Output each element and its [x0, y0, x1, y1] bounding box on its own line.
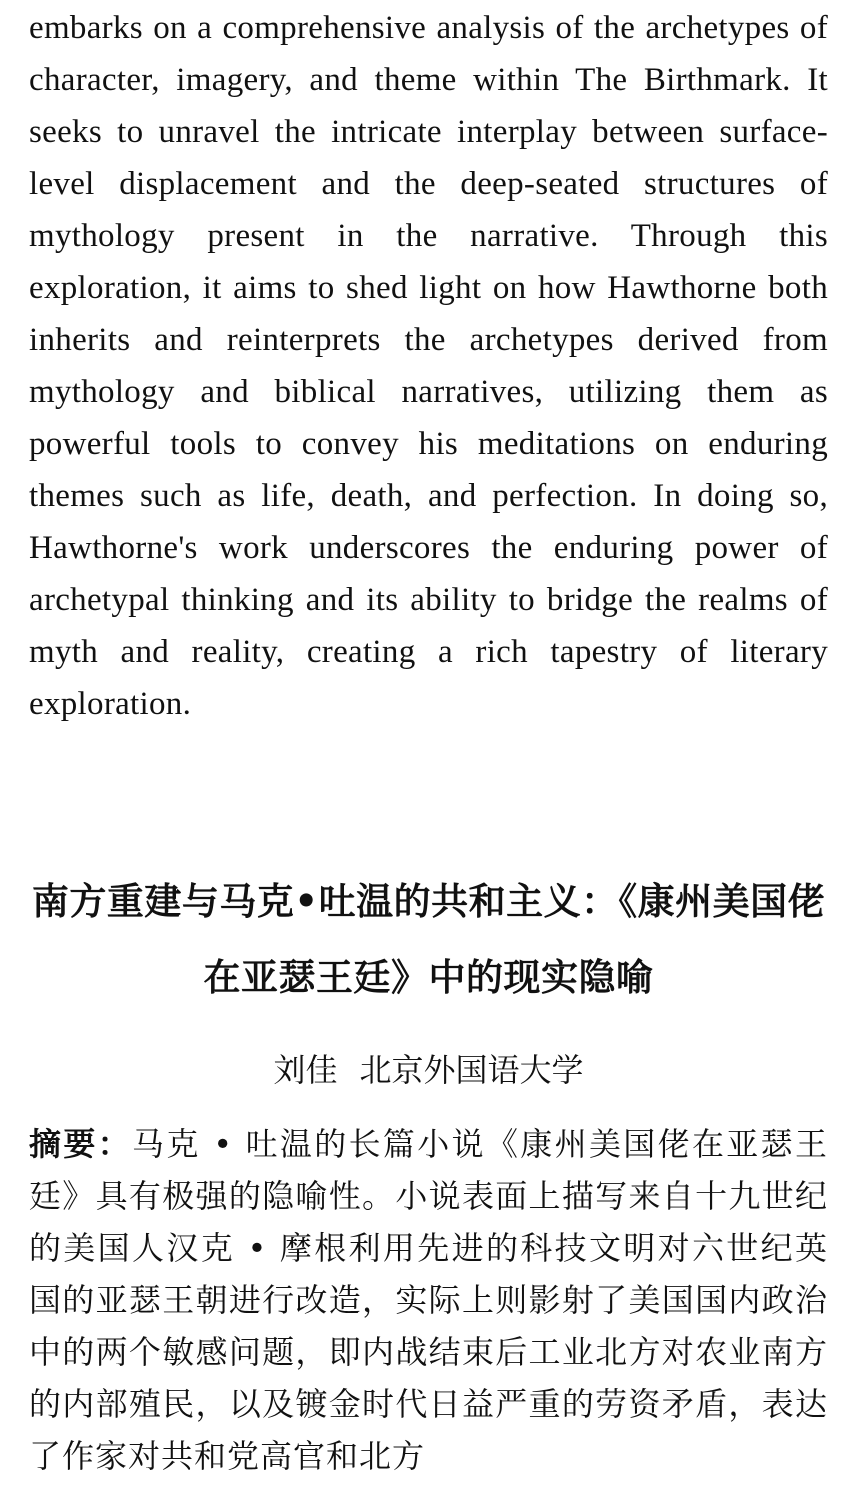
- author-affiliation: 北京外国语大学: [359, 1051, 584, 1089]
- chinese-abstract: [29, 1118, 828, 1482]
- english-abstract-paragraph: embarks on a comprehensive analysis of the archetypes of character, imagery, and theme within The Birthmark. It seeks to unravel the intricate interplay between surface-level displacement and the deep-seated structures of mythology present in the narrative. Through this exploration, it aims to shed light on how Hawthorne both inherits and reinterprets the archetypes derived from mythology and biblical narratives, utilizing them as powerful tools to convey his meditations on enduring themes such as life, death, and perfection. In doing so, Hawthorne's work underscores the enduring power of archetypal thinking and its ability to bridge the realms of myth and reality, creating a rich tapestry of literary exploration.: [29, 10, 828, 722]
- abstract-label: 摘要：: [29, 1125, 133, 1163]
- abstract-text: 马克 • 吐温的长篇小说《康州美国佬在亚瑟王廷》具有极强的隐喻性。小说表面上描写来自十九世纪的美国人汉克 • 摩根利用先进的科技文明对六世纪英国的亚瑟王朝进行改造，实际上则影射了美国国内政治中的两个敏感问题，即内战结束后工业北方对农业南方的内部殖民，以及镀金时代日益严重的劳资矛盾，表达了作家对共和党高官和北方: [29, 1125, 828, 1475]
- author-name: 刘佳: [273, 1051, 338, 1089]
- author-line: [29, 1050, 828, 1090]
- chinese-article-title: 南方重建与马克•吐温的共和主义：《康州美国佬在亚瑟王廷》中的现实隐喻: [31, 880, 826, 999]
- document-page: [29, 0, 828, 1475]
